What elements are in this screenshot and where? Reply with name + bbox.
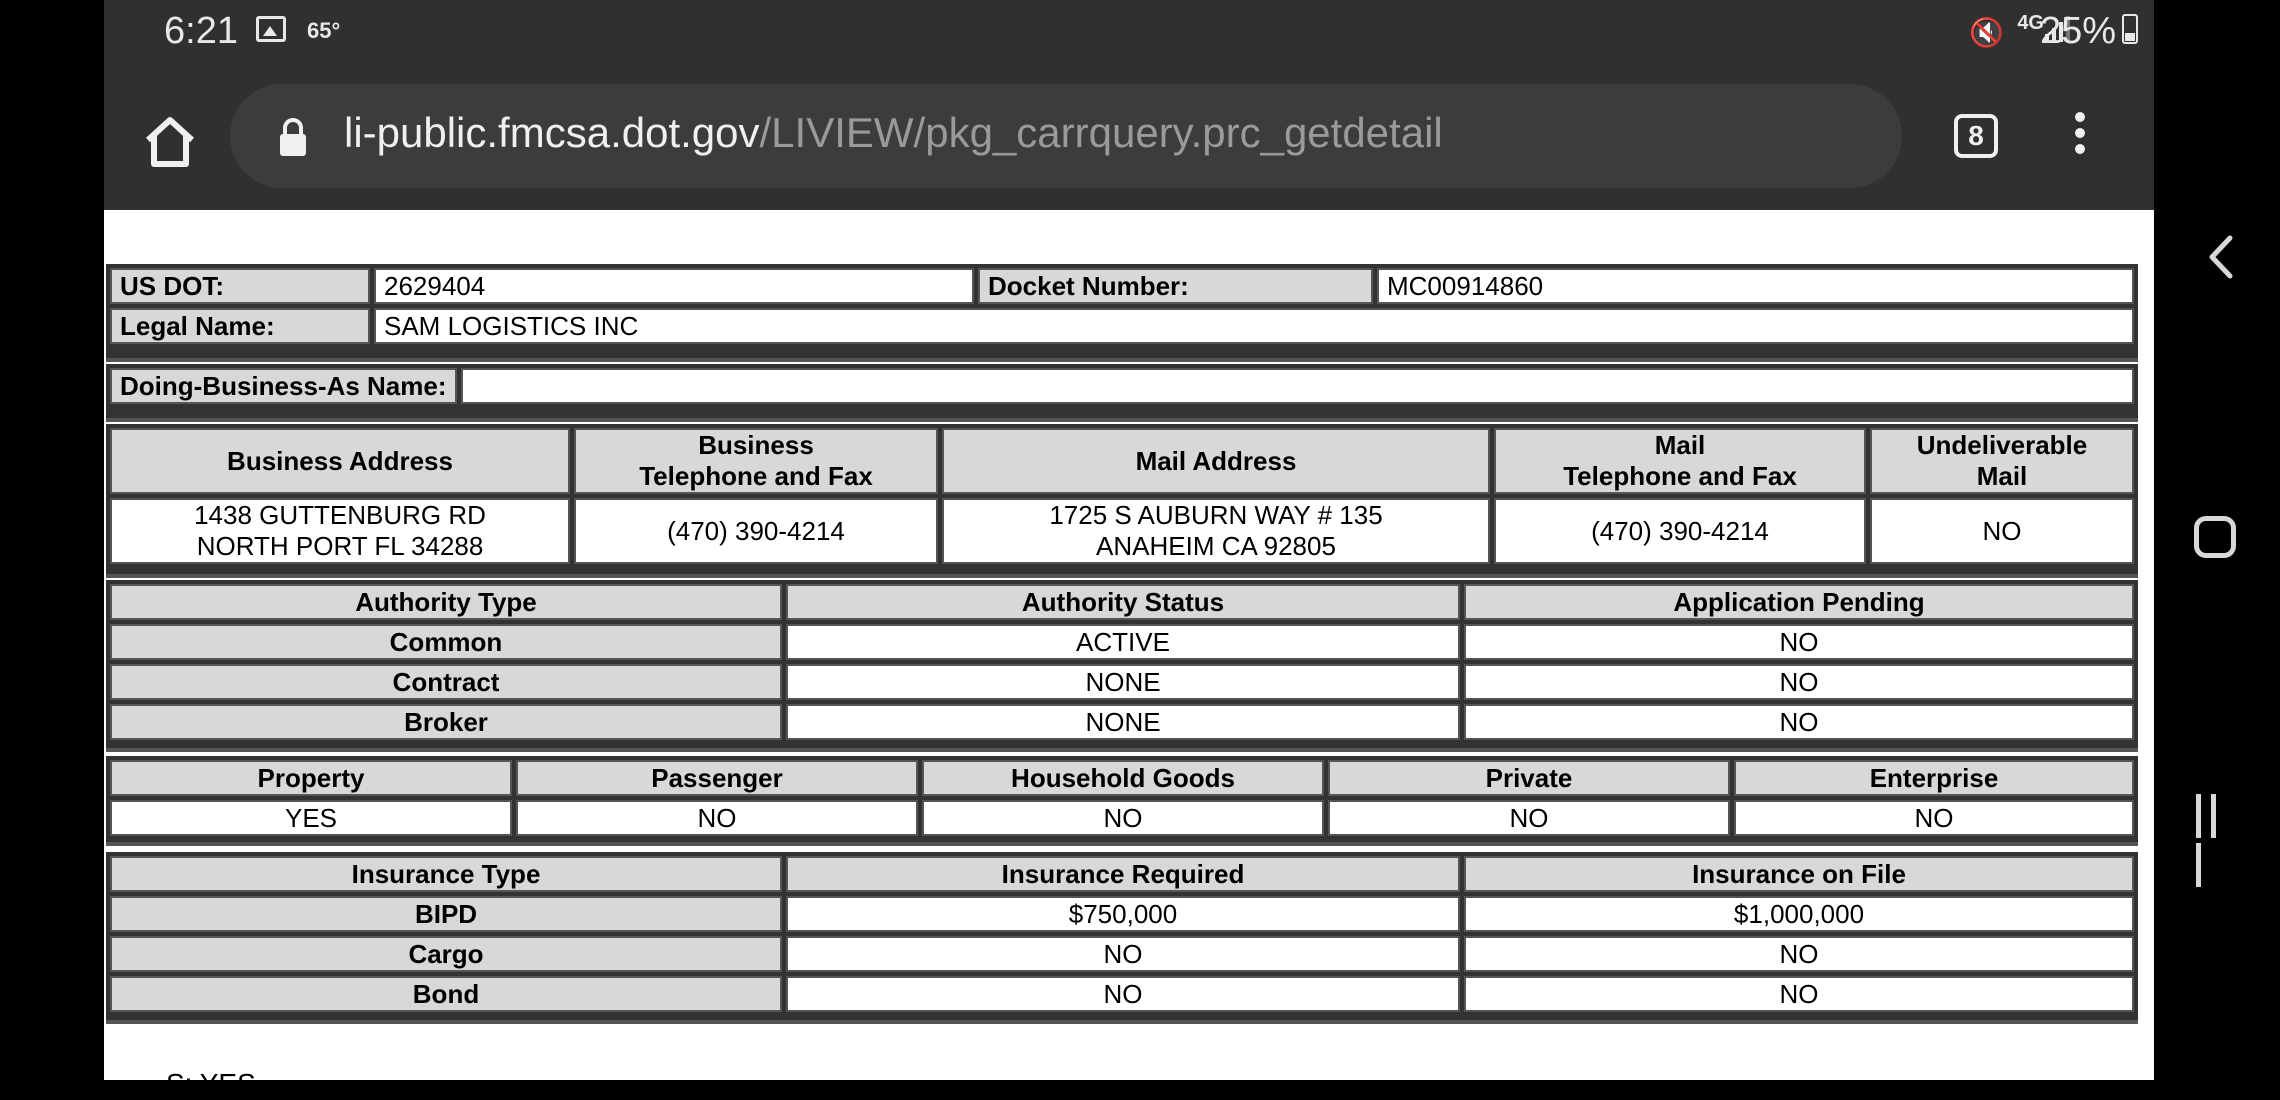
nav-home-icon[interactable] <box>2194 516 2236 558</box>
insurance-required: NO <box>786 976 1460 1012</box>
insurance-on-file: $1,000,000 <box>1464 896 2134 932</box>
private-header: Private <box>1328 760 1730 796</box>
battery-percentage: 25% <box>2039 10 2116 52</box>
business-address-value: 1438 GUTTENBURG RD NORTH PORT FL 34288 <box>110 498 570 564</box>
household-goods-header: Household Goods <box>922 760 1324 796</box>
insurance-type: BIPD <box>110 896 782 932</box>
address-panel <box>106 424 2138 578</box>
mail-phone-header: Mail Telephone and Fax <box>1494 428 1866 494</box>
address-value-row <box>110 498 2134 564</box>
dba-panel <box>106 364 2138 422</box>
insurance-on-file-header: Insurance on File <box>1464 856 2134 892</box>
authority-row <box>110 664 2134 700</box>
gallery-icon <box>256 16 286 42</box>
authority-type: Common <box>110 624 782 660</box>
url-path: /LIVIEW/pkg_carrquery.prc_getdetail <box>759 109 1443 156</box>
bottom-partial-text: S: YES <box>166 1068 256 1099</box>
insurance-header-row <box>110 856 2134 892</box>
insurance-row <box>110 896 2134 932</box>
mail-phone-value: (470) 390-4214 <box>1494 498 1866 564</box>
menu-icon[interactable] <box>2070 112 2090 162</box>
business-phone-header: Business Telephone and Fax <box>574 428 938 494</box>
authority-status-header: Authority Status <box>786 584 1460 620</box>
address-bar[interactable] <box>230 84 1902 188</box>
passenger-header: Passenger <box>516 760 918 796</box>
authority-status: NONE <box>786 664 1460 700</box>
insurance-required: NO <box>786 936 1460 972</box>
address-header-row <box>110 428 2134 494</box>
nav-back-icon[interactable] <box>2202 232 2242 282</box>
tab-switcher-button[interactable]: 8 <box>1954 114 1998 158</box>
legal-name-label: Legal Name: <box>110 308 370 344</box>
status-bar <box>104 0 2154 76</box>
authority-panel <box>106 580 2138 752</box>
authority-status: ACTIVE <box>786 624 1460 660</box>
dba-row <box>110 368 2134 404</box>
home-icon[interactable] <box>140 112 200 172</box>
undeliverable-value: NO <box>1870 498 2134 564</box>
household-goods-value: NO <box>922 800 1324 836</box>
cargo-value-row <box>110 800 2134 836</box>
authority-header-row <box>110 584 2134 620</box>
page-content <box>104 210 2154 1099</box>
business-address-header: Business Address <box>110 428 570 494</box>
usdot-value: 2629404 <box>374 268 974 304</box>
insurance-required: $750,000 <box>786 896 1460 932</box>
nav-recents-icon[interactable] <box>2196 794 2240 842</box>
insurance-on-file: NO <box>1464 976 2134 1012</box>
authority-status: NONE <box>786 704 1460 740</box>
legal-name-row <box>110 308 2134 344</box>
phone-screen <box>104 0 2154 1099</box>
authority-type-header: Authority Type <box>110 584 782 620</box>
network-type-icon: 4G <box>2017 12 2044 34</box>
undeliverable-header: Undeliverable Mail <box>1870 428 2134 494</box>
enterprise-header: Enterprise <box>1734 760 2134 796</box>
dba-label: Doing-Business-As Name: <box>110 368 457 404</box>
battery-icon <box>2122 14 2138 44</box>
property-value: YES <box>110 800 512 836</box>
carrier-id-panel <box>106 264 2138 362</box>
application-pending: NO <box>1464 664 2134 700</box>
authority-row <box>110 624 2134 660</box>
application-pending: NO <box>1464 704 2134 740</box>
enterprise-value: NO <box>1734 800 2134 836</box>
insurance-required-header: Insurance Required <box>786 856 1460 892</box>
mute-icon: 🔇 <box>1969 17 2004 48</box>
browser-toolbar <box>104 76 2154 210</box>
mail-address-header: Mail Address <box>942 428 1490 494</box>
business-phone-value: (470) 390-4214 <box>574 498 938 564</box>
authority-type: Broker <box>110 704 782 740</box>
authority-row <box>110 704 2134 740</box>
application-pending: NO <box>1464 624 2134 660</box>
lock-icon <box>278 118 308 156</box>
insurance-row <box>110 936 2134 972</box>
docket-label: Docket Number: <box>978 268 1373 304</box>
url-domain: li-public.fmcsa.dot.gov <box>344 109 760 156</box>
application-pending-header: Application Pending <box>1464 584 2134 620</box>
insurance-type: Bond <box>110 976 782 1012</box>
usdot-row <box>110 268 2134 304</box>
insurance-panel <box>106 852 2138 1024</box>
property-header: Property <box>110 760 512 796</box>
mail-address-value: 1725 S AUBURN WAY # 135 ANAHEIM CA 92805 <box>942 498 1490 564</box>
docket-value: MC00914860 <box>1377 268 2134 304</box>
legal-name-value: SAM LOGISTICS INC <box>374 308 2134 344</box>
status-temperature: 65° <box>307 18 341 43</box>
private-value: NO <box>1328 800 1730 836</box>
authority-type: Contract <box>110 664 782 700</box>
insurance-type-header: Insurance Type <box>110 856 782 892</box>
url-text <box>344 109 1443 157</box>
status-time: 6:21 <box>164 10 238 52</box>
insurance-row <box>110 976 2134 1012</box>
insurance-type: Cargo <box>110 936 782 972</box>
cargo-panel <box>106 756 2138 846</box>
cargo-header-row <box>110 760 2134 796</box>
dba-value <box>461 368 2135 404</box>
passenger-value: NO <box>516 800 918 836</box>
insurance-on-file: NO <box>1464 936 2134 972</box>
usdot-label: US DOT: <box>110 268 370 304</box>
